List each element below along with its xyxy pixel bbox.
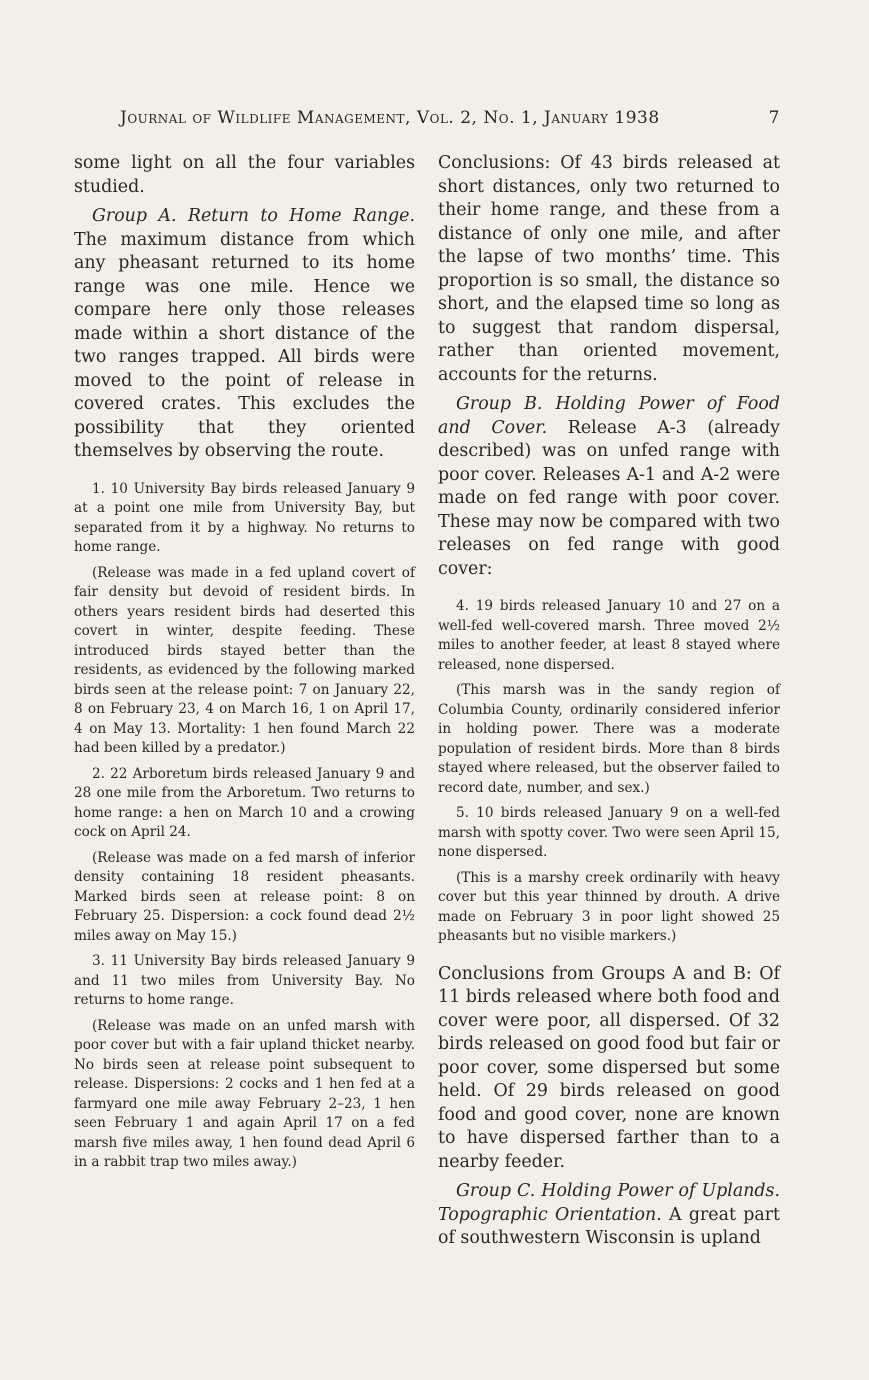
paragraph-continuation: some light on all the four variables studied. [74, 153, 415, 197]
group-a-paragraph [74, 205, 415, 464]
conclusions-paragraph-1: Conclusions: Of 43 birds released at short distances, only two returned to their home range, and these from a distance of only one mile, and after the lapse of two months’ time. This proportion is so small, the distance so short, and the elapsed time so long as to suggest that random dispersal, rather than oriented movement, accounts for the returns. [438, 153, 780, 385]
conclusions-paragraph-2: Conclusions from Groups A and B: Of 11 birds released where both food and cover were poor, all dispersed. Of 32 birds released on good food but fair or poor cover, some dispersed but some held. Of 29 birds released on good food and good cover, none are known to have dispersed farther than to a nearby feeder. [438, 963, 780, 1172]
group-b-paragraph [438, 393, 780, 581]
release-item-1: 1. 10 University Bay birds released January 9 at a point one mile from University Bay, but separated from it by a highway. No returns to home range. [74, 480, 415, 555]
release-item-4: 4. 19 birds released January 10 and 27 on a well-fed well-covered marsh. Three moved 2½ miles to another feeder, at least 8 stayed where released, none dispersed. [438, 598, 780, 673]
release-item-5: 5. 10 birds released January 9 on a well-fed marsh with spotty cover. Two were seen April 15, none dispersed. [438, 805, 780, 860]
group-c-text: A great part of southwestern Wisconsin is upland [438, 1204, 781, 1248]
release-item-2: 2. 22 Arboretum birds released January 9 and 28 one mile from the Arboretum. Two returns to home range: a hen on March 10 and a crowing cock on April 24. [74, 765, 415, 840]
group-c-heading: Group C. Holding Power of Uplands. Topographic Orientation. [438, 1181, 780, 1225]
group-b-text: Release A-3 (already described) was on unfed range with poor cover. Releases A-1 and A-2 were made on fed range with poor cover. These may now be compared with two releases on fed range with good cover: [438, 417, 780, 579]
release-item-1-note: (Release was made in a fed upland covert of fair density but devoid of resident birds. In others years resident birds had deserted this covert in winter, despite feeding. These introduced birds stayed better than the residents, as evidenced by the following marked birds seen at the release point: 7 on January 22, 8 on February 23, 4 on March 16, 1 on April 17, 4 on May 13. Mortality: 1 hen found March 22 had been killed by a predator.) [74, 564, 415, 756]
release-item-3: 3. 11 University Bay birds released January 9 and 11 two miles from University Bay. No returns to home range. [74, 953, 415, 1008]
right-column [438, 152, 780, 1251]
page-number: 7 [768, 108, 780, 128]
left-column [74, 152, 415, 1173]
group-b-heading: Group B. Holding Power of Food and Cover. [438, 394, 780, 438]
release-item-3-note: (Release was made on an unfed marsh with poor cover but with a fair upland thicket nearby. No birds seen at release point subsequent to release. Dispersions: 2 cocks and 1 hen fed at a farmyard one mile away February 2–23, 1 hen seen February 1 and again April 17 on a fed marsh five miles away, 1 hen found dead April 6 in a rabbit trap two miles away.) [74, 1017, 415, 1170]
group-a-text: The maximum distance from which any pheasant returned to its home range was one mile. Hence we compare here only those releases made within a short distance of the two ranges trapped. All birds were moved to the point of release in covered crates. This excludes the possibility that they oriented themselves by observing the route. [74, 229, 415, 461]
release-item-4-note: (This marsh was in the sandy region of Columbia County, ordinarily considered inferior in holding power. There was a moderate population of resident birds. More than 8 birds stayed where released, but the observer failed to record date, number, and sex.) [438, 682, 780, 796]
release-item-2-note: (Release was made on a fed marsh of inferior density containing 18 resident pheasants. Marked birds seen at release point: 8 on February 25. Dispersion: a cock found dead 2½ miles away on May 15.) [74, 849, 415, 944]
journal-title: Journal of Wildlife Management, Vol. 2, No. 1, January 1938 [120, 108, 660, 128]
running-header [120, 108, 780, 128]
group-a-heading: Group A. Return to Home Range. [92, 206, 415, 226]
group-c-paragraph [438, 1180, 780, 1251]
release-item-5-note: (This is a marshy creek ordinarily with heavy cover but this year thinned by drouth. A drive made on February 3 in poor light showed 25 pheasants but no visible markers.) [438, 869, 780, 944]
